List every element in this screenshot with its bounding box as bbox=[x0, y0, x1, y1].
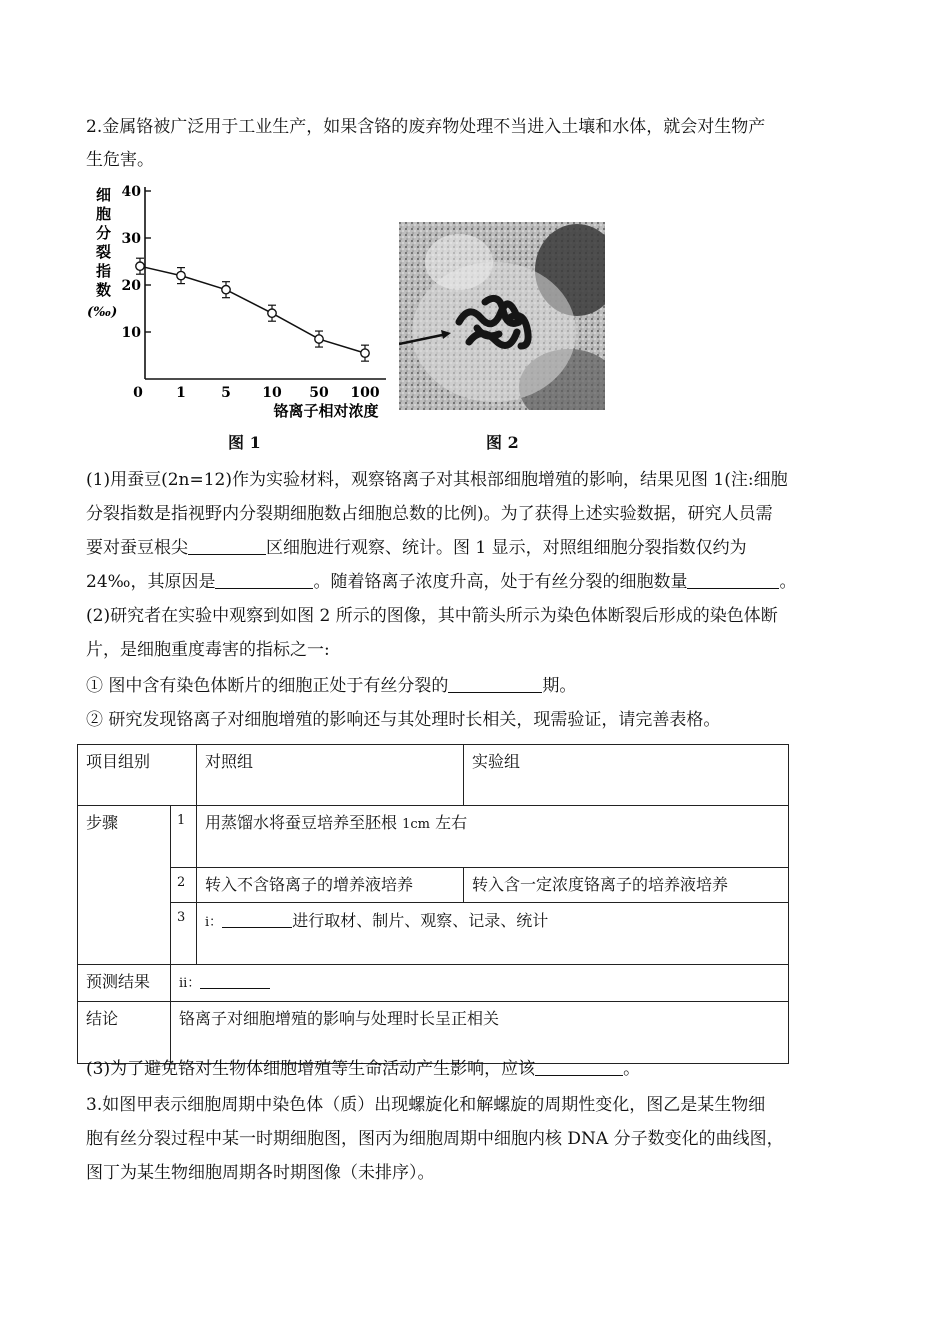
q2-p1-line4: 24‰，其原因是 。随着铬离子浓度升高，处于有丝分裂的细胞数量 。 bbox=[86, 572, 797, 592]
y-axis-label-char: 分 bbox=[96, 224, 112, 242]
answer-blank-2[interactable] bbox=[215, 570, 313, 589]
figure-2-caption: 图 2 bbox=[486, 433, 519, 452]
y-axis-label-char: 指 bbox=[96, 262, 112, 280]
step-2-experiment: 转入含一定浓度铬离子的培养液培养 bbox=[464, 868, 789, 903]
step-2-number: 2 bbox=[171, 868, 197, 903]
y-tick-label-3: 40 bbox=[121, 184, 141, 200]
x-tick-label-0: 0 bbox=[133, 385, 143, 401]
data-point-5 bbox=[361, 349, 369, 357]
figure-1-caption: 图 1 bbox=[228, 433, 261, 452]
q2-p1-line1: (1)用蚕豆(2n=12)作为实验材料，观察铬离子对其根部细胞增殖的影响，结果见图 1(注:细胞 bbox=[86, 470, 788, 490]
y-tick-label-0: 10 bbox=[121, 325, 141, 341]
q2-intro-line1: 2.金属铬被广泛用于工业生产，如果含铬的废弃物处理不当进入土壤和水体，就会对生物产 bbox=[86, 117, 766, 137]
q2-p2-line2: 片，是细胞重度毒害的指标之一: bbox=[86, 640, 330, 660]
answer-blank-1[interactable] bbox=[188, 536, 266, 555]
step-1-number: 1 bbox=[171, 806, 197, 868]
predict-value: ii： bbox=[171, 965, 789, 1002]
y-axis-label-char: 胞 bbox=[96, 205, 112, 223]
steps-label: 步骤 bbox=[78, 806, 171, 965]
q2-p2-item1: ① 图中含有染色体断片的细胞正处于有丝分裂的 期。 bbox=[86, 676, 577, 696]
step-3-text: i： 进行取材、制片、观察、记录、统计 bbox=[197, 903, 789, 965]
header-control: 对照组 bbox=[197, 745, 464, 806]
header-experiment: 实验组 bbox=[464, 745, 789, 806]
x-tick-label-1: 1 bbox=[176, 385, 186, 401]
y-axis-unit: (‰) bbox=[87, 305, 118, 320]
x-axis-label: 铬离子相对浓度 bbox=[273, 402, 379, 420]
series-line bbox=[140, 266, 365, 353]
step-3-number: 3 bbox=[171, 903, 197, 965]
q3-line2: 胞有丝分裂过程中某一时期细胞图，图丙为细胞周期中细胞内核 DNA 分子数变化的曲线图， bbox=[86, 1129, 784, 1149]
y-tick-label-2: 30 bbox=[121, 231, 141, 247]
x-tick-label-3: 10 bbox=[262, 385, 282, 401]
q2-p2-line1: (2)研究者在实验中观察到如图 2 所示的图像，其中箭头所示为染色体断裂后形成的染色体断 bbox=[86, 606, 778, 626]
answer-blank-7[interactable] bbox=[535, 1057, 623, 1076]
y-axis-label-char: 细 bbox=[96, 186, 112, 204]
step-2-control: 转入不含铬离子的增养液培养 bbox=[197, 868, 464, 903]
y-axis-label-char: 数 bbox=[96, 281, 112, 299]
q3-line3: 图丁为某生物细胞周期各时期图像（未排序）。 bbox=[86, 1163, 435, 1183]
data-point-0 bbox=[136, 262, 144, 270]
figure-2-micrograph bbox=[399, 222, 605, 410]
q2-p1-line3: 要对蚕豆根尖 区细胞进行观察、统计。图 1 显示，对照组细胞分裂指数仅约为 bbox=[86, 538, 747, 558]
answer-blank-4[interactable] bbox=[448, 674, 542, 693]
answer-blank-3[interactable] bbox=[687, 570, 779, 589]
header-group: 项目组别 bbox=[78, 745, 197, 806]
q2-p3: (3)为了避免铬对生物体细胞增殖等生命活动产生影响，应该 。 bbox=[86, 1059, 641, 1079]
data-point-2 bbox=[222, 286, 230, 294]
answer-blank-6[interactable] bbox=[200, 974, 270, 989]
q2-p1-line2: 分裂指数是指视野内分裂期细胞数占细胞总数的比例)。为了获得上述实验数据，研究人员需 bbox=[86, 504, 773, 524]
y-axis-label-char: 裂 bbox=[96, 243, 112, 261]
data-point-3 bbox=[268, 309, 276, 317]
predict-label: 预测结果 bbox=[78, 965, 171, 1002]
step-1-text: 用蒸馏水将蚕豆培养至胚根 1cm 左右 bbox=[197, 806, 789, 868]
data-point-4 bbox=[315, 335, 323, 343]
y-tick-label-1: 20 bbox=[121, 278, 141, 294]
q2-intro-line2: 生危害。 bbox=[86, 150, 154, 170]
conclusion-value: 铬离子对细胞增殖的影响与处理时长呈正相关 bbox=[171, 1002, 789, 1064]
q3-line1: 3.如图甲表示细胞周期中染色体（质）出现螺旋化和解螺旋的周期性变化，图乙是某生物细 bbox=[86, 1095, 766, 1115]
x-tick-label-4: 50 bbox=[309, 385, 329, 401]
data-point-1 bbox=[177, 271, 185, 279]
x-tick-label-2: 5 bbox=[221, 385, 231, 401]
figure-1-chart bbox=[86, 180, 396, 420]
experiment-table bbox=[77, 744, 789, 1064]
answer-blank-5[interactable] bbox=[222, 909, 292, 928]
x-tick-label-5: 100 bbox=[350, 385, 380, 401]
q2-p2-item2: ② 研究发现铬离子对细胞增殖的影响还与其处理时长相关，现需验证，请完善表格。 bbox=[86, 710, 721, 730]
conclusion-label: 结论 bbox=[78, 1002, 171, 1064]
